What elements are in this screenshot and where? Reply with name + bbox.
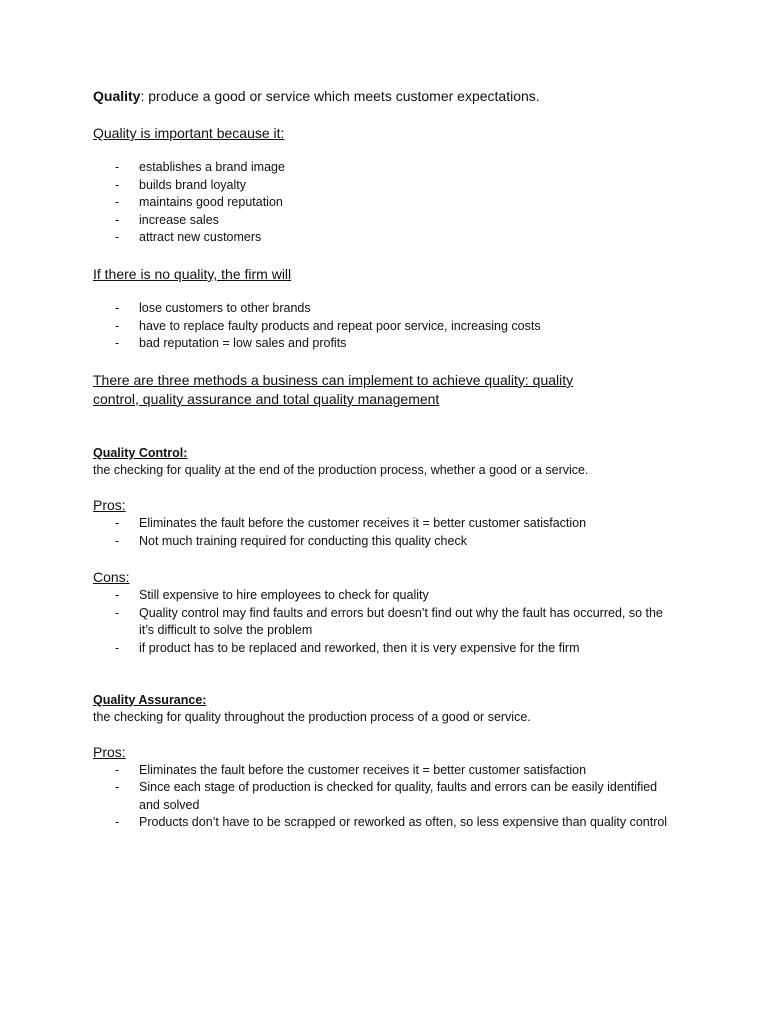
dash-marker: -	[115, 336, 120, 351]
dash-marker: -	[115, 195, 120, 210]
importance-heading: Quality is important because it:	[93, 125, 285, 141]
quality-control-definition: the checking for quality at the end of the production process, whether a good or a service.	[93, 463, 589, 478]
dash-marker: -	[115, 640, 120, 655]
list-item: - Still expensive to hire employees to check for quality	[93, 587, 678, 605]
dash-marker: -	[115, 230, 120, 245]
list-item: - increase sales	[93, 212, 678, 230]
list-item: - Since each stage of production is checked for quality, faults and errors can be easily identified and solved	[115, 780, 658, 812]
list-item: - Quality control may find faults and errors but doesn’t find out why the fault has occurred, so the it’s difficult to solve the problem	[115, 605, 663, 638]
quality-control-heading: Quality Control:	[93, 445, 188, 460]
list-item: - Eliminates the fault before the customer receives it = better customer satisfaction	[93, 762, 678, 780]
importance-list	[93, 159, 678, 247]
dash-marker: -	[115, 515, 120, 530]
list-item: - bad reputation = low sales and profits	[93, 335, 678, 353]
quality-control-pros-list	[93, 515, 678, 550]
no-quality-list	[93, 300, 678, 353]
dash-marker: -	[115, 318, 120, 333]
list-item: - builds brand loyalty	[93, 177, 678, 195]
dash-marker: -	[115, 815, 120, 830]
list-item: - Products don’t have to be scrapped or reworked as often, so less expensive than quality control	[93, 814, 678, 832]
list-item: - maintains good reputation	[93, 194, 678, 212]
quality-definition	[93, 87, 678, 106]
dash-marker: -	[115, 780, 120, 795]
no-quality-heading: If there is no quality, the firm will	[93, 265, 292, 282]
dash-marker: -	[115, 160, 120, 174]
dash-marker: -	[115, 533, 120, 548]
dash-marker: -	[115, 762, 120, 777]
dash-marker: -	[115, 212, 120, 227]
quality-assurance-heading: Quality Assurance:	[93, 692, 207, 707]
list-item: - Not much training required for conducting this quality check	[93, 533, 678, 551]
list-item: - establishes a brand image	[93, 159, 678, 177]
list-item: - have to replace faulty products and repeat poor service, increasing costs	[93, 318, 678, 336]
quality-term: Quality	[93, 88, 141, 104]
quality-control-cons-list	[93, 587, 678, 657]
quality-control-cons-label: Cons:	[93, 569, 130, 586]
quality-definition-text: : produce a good or service which meets customer expectations.	[140, 88, 540, 104]
list-item: - if product has to be replaced and reworked, then it is very expensive for the firm	[93, 640, 678, 658]
list-item: - lose customers to other brands	[93, 300, 678, 318]
dash-marker: -	[115, 605, 120, 620]
dash-marker: -	[115, 588, 120, 603]
quality-assurance-pros-label: Pros:	[93, 743, 126, 760]
quality-control-pros-label: Pros:	[93, 496, 126, 513]
list-item: - attract new customers	[93, 229, 678, 247]
quality-assurance-definition: the checking for quality throughout the production process of a good or service.	[93, 710, 531, 725]
dash-marker: -	[115, 177, 120, 192]
methods-line-1: There are three methods a business can implement to achieve quality: quality	[93, 371, 574, 388]
quality-assurance-pros-list	[93, 762, 678, 832]
methods-line-2: control, quality assurance and total quality management	[93, 390, 440, 407]
list-item: - Eliminates the fault before the customer receives it = better customer satisfaction	[93, 515, 678, 533]
dash-marker: -	[115, 300, 120, 315]
